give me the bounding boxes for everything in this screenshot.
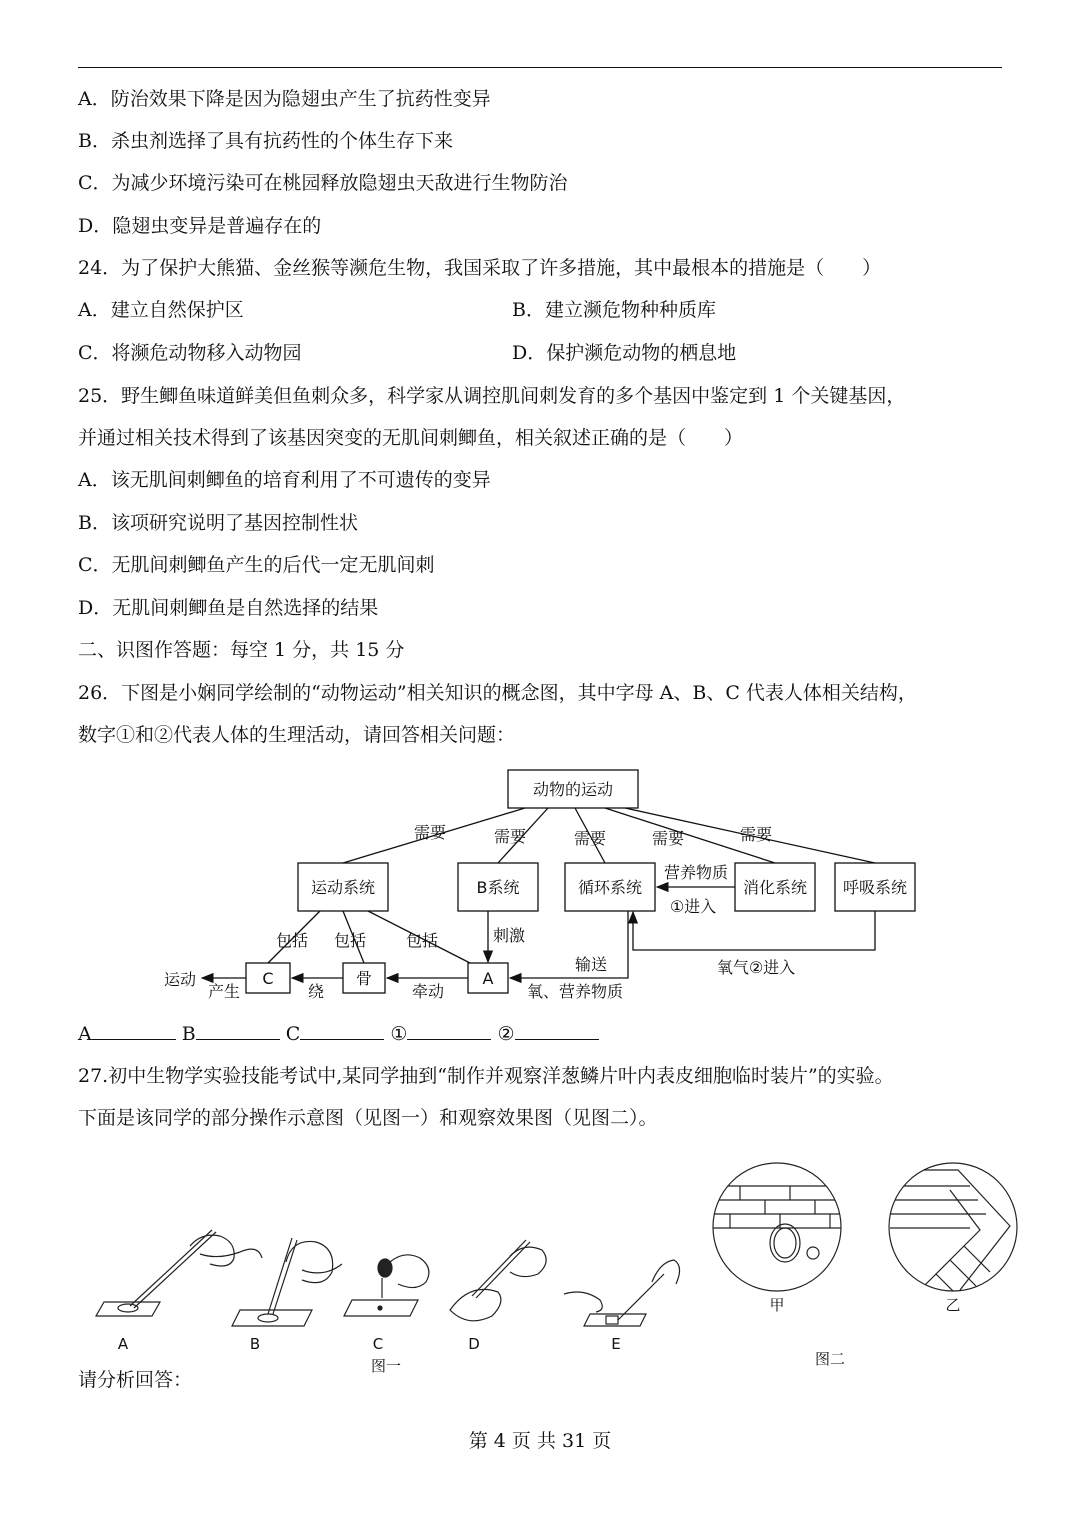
q24-option-a: A．建立自然保护区 [78,299,244,321]
answer-blank-b[interactable] [196,1021,280,1040]
box-circulatory-system: 循环系统 [577,878,643,897]
q25-option-d: D．无肌间刺鲫鱼是自然选择的结果 [78,597,379,619]
page-footer: 第 4 页 共 31 页 [468,1430,612,1452]
answer-blank-a[interactable] [92,1021,176,1040]
q24-option-b: B．建立濒危物种种质库 [512,299,716,321]
need-label-5: 需要 [739,825,773,844]
fig1-label-e: E [611,1335,621,1353]
include-label-2: 包括 [333,931,367,950]
box-digestive-system: 消化系统 [742,878,808,897]
q26-blanks [78,1021,599,1046]
need-label-2: 需要 [493,827,527,846]
operation-a-illustration [96,1230,262,1316]
need-label-1: 需要 [413,823,447,842]
fig1-label-d: D [468,1335,480,1353]
q25-option-a: A．该无肌间刺鲫鱼的培育利用了不可遗传的变异 [78,469,491,491]
blank-label-1: ① [390,1023,408,1045]
view-yi [889,1163,1017,1291]
box-c: C [262,969,274,988]
answer-blank-2[interactable] [515,1021,599,1040]
operation-d-illustration [450,1240,546,1321]
fig1-label-a: A [117,1335,129,1353]
figure-two [710,1150,1050,1380]
blank-label-a: A [78,1023,92,1045]
produce-label: 产生 [207,982,241,1001]
blank-label-2: ② [497,1023,515,1045]
include-label-1: 包括 [275,931,309,950]
need-label-3: 需要 [573,829,607,848]
q24-option-c: C．将濒危动物移入动物园 [78,342,302,364]
q23-option-c: C．为减少环境污染可在桃园释放隐翅虫天敌进行生物防治 [78,172,568,194]
fig1-caption: 图一 [370,1357,402,1375]
stimulate-label: 刺激 [492,926,526,945]
fig1-label-b: B [249,1335,261,1353]
box-respiratory-system: 呼吸系统 [842,878,908,897]
operation-e-illustration [564,1260,680,1326]
deliver-label: 输送 [574,955,608,974]
enter-1-label: ①进入 [669,897,717,916]
fig2-label-jia: 甲 [769,1296,785,1314]
q26-stem-1: 26．下图是小娴同学绘制的“动物运动”相关知识的概念图，其中字母 A、B、C 代表人体相关结构， [78,682,917,704]
fig1-label-c: C [372,1335,384,1353]
header-rule [78,67,1002,68]
blank-label-b: B [181,1023,196,1045]
box-a: A [482,969,494,988]
q25-stem-1: 25．野生鲫鱼味道鲜美但鱼刺众多，科学家从调控肌间刺发育的多个基因中鉴定到 1 个关键基因， [78,385,906,407]
q25-option-b: B．该项研究说明了基因控制性状 [78,512,358,534]
box-b-system: B系统 [476,878,520,897]
q27-stem-1: 27.初中生物学实验技能考试中,某同学抽到“制作并观察洋葱鳞片叶内表皮细胞临时装片”的实验。 [78,1065,894,1087]
q25-option-c: C．无肌间刺鲫鱼产生的后代一定无肌间刺 [78,554,435,576]
figure-one [90,1150,710,1390]
q23-option-b: B．杀虫剂选择了具有抗药性的个体生存下来 [78,130,453,152]
fig2-caption: 图二 [814,1350,846,1368]
pull-label: 牵动 [411,982,445,1001]
q26-stem-2: 数字①和②代表人体的生理活动，请回答相关问题： [78,724,516,746]
oxygen-enter-label: 氧气②进入 [716,958,796,977]
o2-nutrients-label: 氧、营养物质 [526,982,624,1001]
fig2-label-yi: 乙 [945,1296,961,1314]
q25-stem-2: 并通过相关技术得到了该基因突变的无肌间刺鲫鱼，相关叙述正确的是（ ） [78,427,744,449]
q24-option-d: D．保护濒危动物的栖息地 [512,342,737,364]
q23-option-a: A．防治效果下降是因为隐翅虫产生了抗药性变异 [78,88,491,110]
operation-c-illustration [344,1255,429,1316]
box-motor-system: 运动系统 [310,878,376,897]
around-label: 绕 [307,982,325,1001]
need-label-4: 需要 [651,829,685,848]
operation-b-illustration [232,1238,342,1326]
box-bone: 骨 [355,969,373,988]
answer-blank-1[interactable] [407,1021,491,1040]
q24-stem: 24．为了保护大熊猫、金丝猴等濒危生物，我国采取了许多措施，其中最根本的措施是（ ） [78,257,882,279]
include-label-3: 包括 [405,931,439,950]
q27-stem-2: 下面是该同学的部分操作示意图（见图一）和观察效果图（见图二）。 [78,1107,658,1129]
root-label: 动物的运动 [532,780,614,799]
answer-blank-c[interactable] [300,1021,384,1040]
section-heading: 二、识图作答题：每空 1 分，共 15 分 [78,639,405,661]
concept-map [0,760,1080,1020]
nutrients-label: 营养物质 [663,863,729,882]
analyze-prompt: 请分析回答： [78,1369,193,1391]
q23-option-d: D．隐翅虫变异是普遍存在的 [78,215,322,237]
motion-label: 运动 [163,970,197,989]
blank-label-c: C [285,1023,301,1045]
